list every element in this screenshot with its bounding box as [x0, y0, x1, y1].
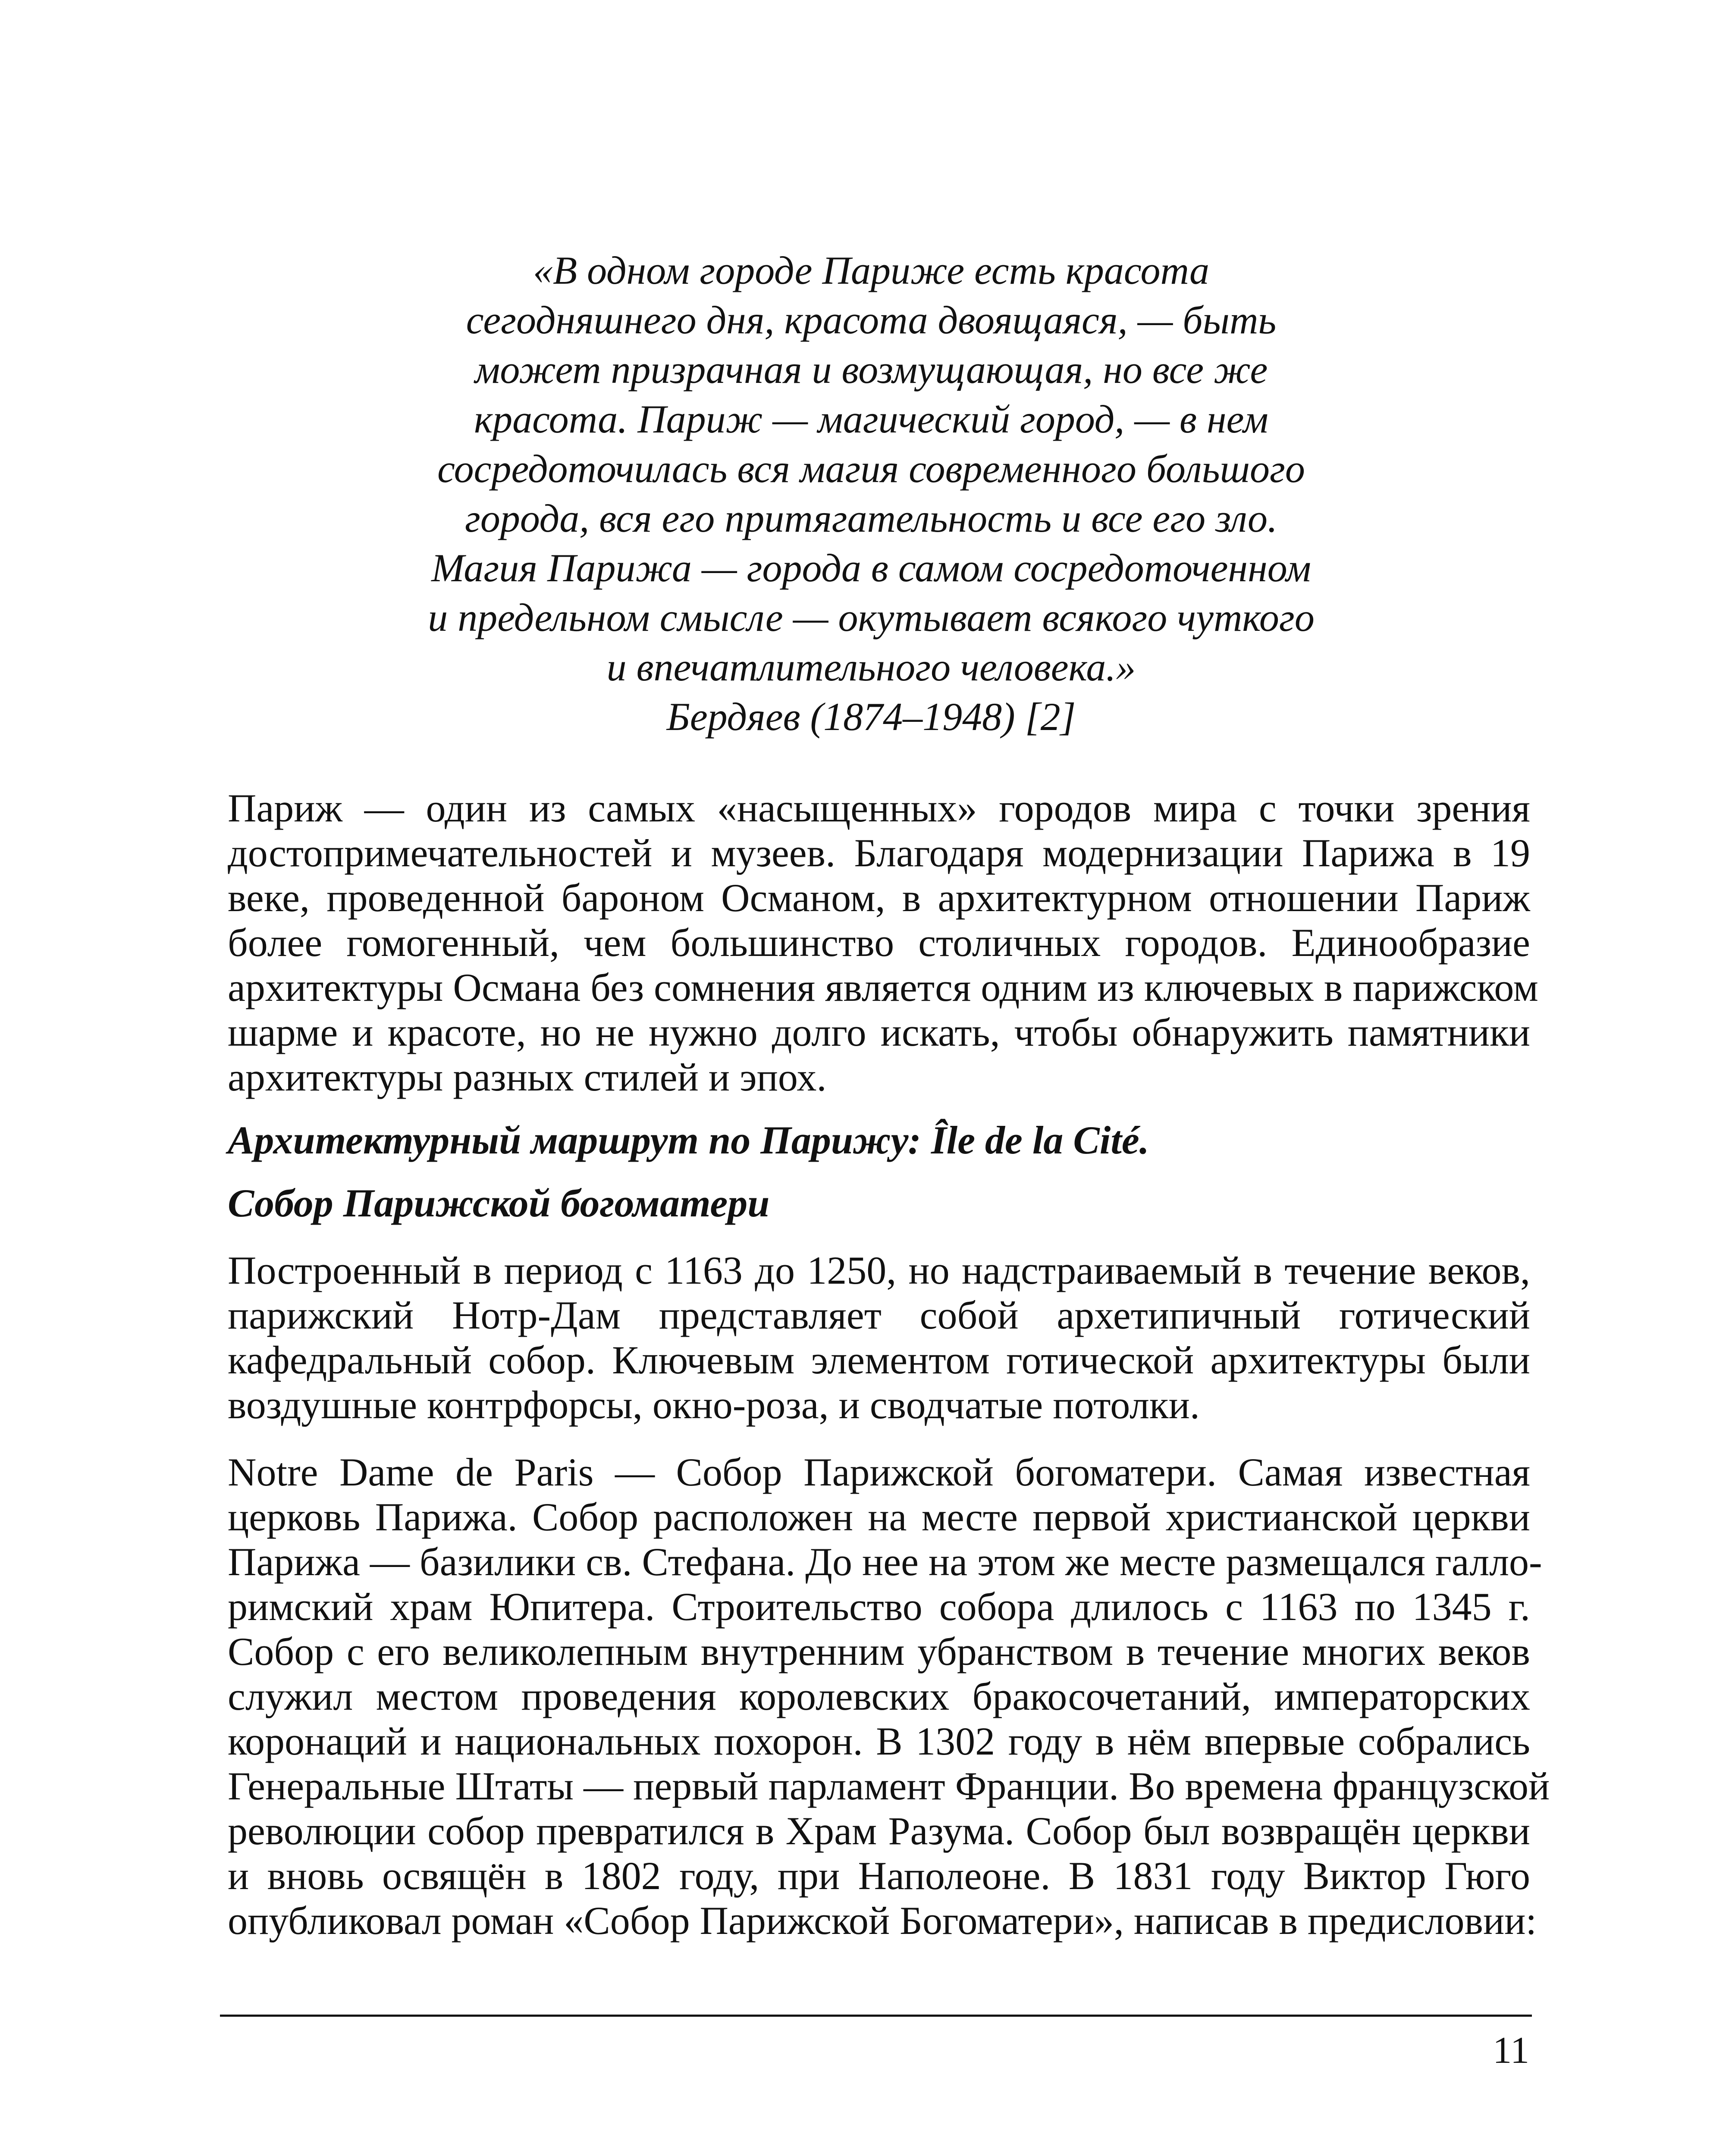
epigraph-line: и предельном смысле — окутывает всякого чуткого: [428, 595, 1315, 639]
text-line: достопримечательностей и музеев. Благодаря модернизации Парижа в 19: [228, 831, 1530, 875]
text-line: церковь Парижа. Собор расположен на месте первой христианской церкви: [228, 1495, 1530, 1539]
epigraph: [319, 246, 1423, 742]
text-line: более гомогенный, чем большинство столичных городов. Единообразие: [228, 921, 1530, 965]
text-line: служил местом проведения королевских бракосочетаний, императорских: [228, 1674, 1530, 1718]
epigraph-line: сосредоточилась вся магия современного большого: [437, 447, 1305, 491]
page-number: 11: [1493, 2030, 1529, 2071]
text-line: Собор с его великолепным внутренним убранством в течение многих веков: [228, 1630, 1530, 1673]
text-line: архитектуры Османа без сомнения является одним из ключевых в парижском: [228, 965, 1538, 1009]
main-text: [228, 786, 1550, 1943]
text-line: революции собор превратился в Храм Разума. Собор был возвращён церкви: [228, 1809, 1530, 1853]
footer-divider: [220, 2015, 1532, 2017]
text-line: коронаций и национальных похорон. В 1302 году в нём впервые собрались: [228, 1719, 1530, 1763]
epigraph-author: Бердяев (1874–1948) [2]: [666, 695, 1076, 739]
text-line: веке, проведенной бароном Османом, в архитектурном отношении Париж: [228, 876, 1530, 920]
epigraph-line: «В одном городе Париже есть красота: [533, 248, 1210, 292]
text-line: Генеральные Штаты — первый парламент Франции. Во времена французской: [228, 1764, 1550, 1808]
text-line: Notre Dame de Paris — Собор Парижской богоматери. Самая известная: [228, 1450, 1530, 1494]
paragraph-notre-dame-intro: [228, 1248, 1530, 1427]
epigraph-line: Магия Парижа — города в самом сосредоточенном: [431, 546, 1311, 590]
epigraph-line: города, вся его притягательность и все его зло.: [465, 496, 1277, 540]
text-line: шарме и красоте, но не нужно долго искать, чтобы обнаружить памятники: [228, 1010, 1530, 1054]
text-line: кафедральный собор. Ключевым элементом готической архитектуры были: [228, 1338, 1530, 1382]
text-line: архитектуры разных стилей и эпох.: [228, 1055, 827, 1099]
section-heading: Архитектурный маршрут по Парижу: Île de la Cité.: [228, 1118, 1149, 1162]
paragraph-intro: [228, 786, 1538, 1100]
epigraph-line: может призрачная и возмущающая, но все же: [474, 348, 1268, 392]
paragraph-notre-dame-history: [228, 1450, 1550, 1943]
text-line: Парижа — базилики св. Стефана. До нее на этом же месте размещался галло-: [228, 1540, 1542, 1584]
epigraph-line: красота. Париж — магический город, — в нем: [474, 397, 1268, 441]
text-line: Построенный в период с 1163 до 1250, но надстраиваемый в течение веков,: [228, 1248, 1530, 1292]
text-line: воздушные контрфорсы, окно-роза, и сводчатые потолки.: [228, 1383, 1200, 1427]
text-line: парижский Нотр-Дам представляет собой архетипичный готический: [228, 1293, 1530, 1337]
text-line: Париж — один из самых «насыщенных» городов мира с точки зрения: [228, 786, 1530, 830]
subsection-heading: Собор Парижской богоматери: [228, 1181, 770, 1225]
text-line: и вновь освящён в 1802 году, при Наполеоне. В 1831 году Виктор Гюго: [228, 1854, 1530, 1898]
epigraph-line: и впечатлительного человека.»: [606, 645, 1136, 689]
text-line: римский храм Юпитера. Строительство собора длилось с 1163 по 1345 г.: [228, 1585, 1530, 1629]
text-line: опубликовал роман «Собор Парижской Богоматери», написав в предисловии:: [228, 1899, 1537, 1943]
epigraph-line: сегодняшнего дня, красота двоящаяся, — быть: [466, 298, 1277, 342]
